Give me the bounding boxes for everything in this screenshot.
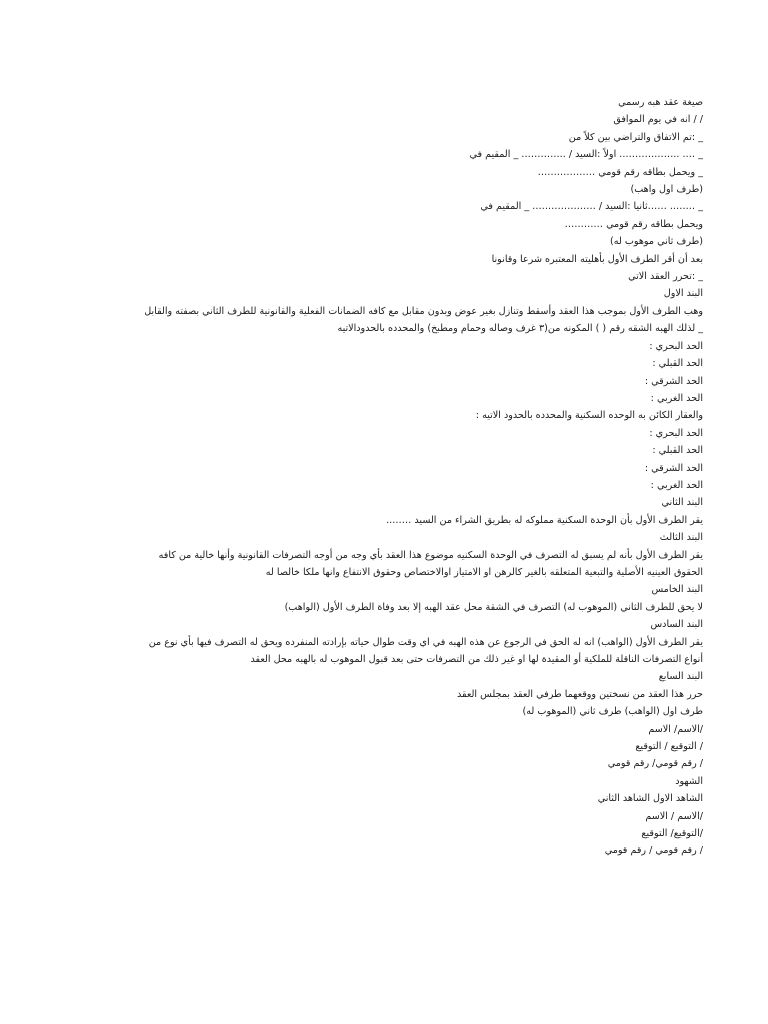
- document-line: أنواع التصرفات الناقلة للملكية أو المقيدة لها او غير ذلك من التصرفات حتى بعد قبول الموهوب له بالهبه محل العقد: [250, 654, 703, 665]
- document-line: ويحمل بطاقه رقم قومي …………: [564, 218, 703, 230]
- document-line: الحد الغربي :: [650, 479, 703, 491]
- document-line: / / انه في يوم الموافق: [613, 114, 703, 126]
- document-line: البند الثاني: [661, 497, 703, 509]
- document-line: _ …. ..…………….. اولاً :السيد / ..………… _ المقيم في: [469, 149, 703, 161]
- document-line: والعقار الكائن به الوحده السكنية والمحدده بالحدود الاتيه :: [475, 410, 703, 422]
- document-line: يقر الطرف الأول بأن الوحدة السكنية مملوكه له بطريق الشراء من السيد ……..: [386, 514, 703, 526]
- document-line: طرف اول (الواهب) طرف ثاني (الموهوب له): [522, 706, 703, 718]
- document-line: _ ويحمل بطاقه رقم قومي ………………: [537, 166, 703, 178]
- document-line: وهب الطرف الأول بموجب هذا العقد وأسقط وتنازل بغير عوض وبدون مقابل مع كافه الضمانات الفعلية والقانونية للطرف الثاني بصفته والقابل: [144, 305, 703, 317]
- document-line: البند الخامس: [651, 584, 703, 596]
- document-line: الحقوق العينيه الأصلية والتبعية المتعلقه بالغير كالرهن او الامتياز اوالاختصاص وحقوق الانتفاع وانها ملكا خالصا له: [265, 566, 703, 578]
- document-line: حرر هذا العقد من نسختين ووقعهما طرفي العقد بمجلس العقد: [456, 688, 703, 700]
- document-line: لا يحق للطرف الثاني (الموهوب له) التصرف في الشقة محل عقد الهبه إلا بعد وفاة الطرف الأول (الواهب): [284, 601, 703, 613]
- document-line: الحد الغربي :: [650, 392, 703, 404]
- document-line: الشاهد الاول الشاهد الثاني: [597, 793, 703, 805]
- document-line: الحد البحري :: [649, 427, 703, 439]
- document-line: /الاسم / الاسم: [645, 810, 703, 822]
- document-line: _ لذلك الهبه الشقه رقم ( ) المكونه من(٣ غرف وصاله وحمام ومطبخ) والمحدده بالحدودالاتيه: [337, 323, 703, 335]
- document-line: / التوقيع / التوقيع: [635, 741, 703, 753]
- document-line: الحد القبلي :: [652, 445, 703, 457]
- document-line: / رقم قومي / رقم قومي: [604, 845, 703, 857]
- document-line: /التوقيع/ التوقيع: [641, 828, 703, 840]
- document-line: _ :تحرر العقد الاتي: [628, 271, 703, 283]
- document-line: البند السادس: [650, 619, 703, 631]
- document-line: البند الثالث: [659, 532, 703, 544]
- document-line: البند السابع: [658, 671, 703, 683]
- document-line: يقر الطرف الأول بأنه لم يسبق له التصرف في الوحدة السكنيه موضوع هذا العقد بأي وجه من أوجه التصرفات القانونية وأنها خالية من كافه: [158, 549, 703, 561]
- document-line: (طرف ثاني موهوب له): [610, 236, 703, 248]
- document-line: صيغة عقد هبه رسمي: [618, 97, 703, 108]
- contract-text: [100, 94, 703, 860]
- document-line: الحد القبلي :: [652, 358, 703, 370]
- document-line: الحد البحري :: [649, 340, 703, 352]
- document-line: البند الاول: [663, 288, 703, 300]
- document-line: الحد الشرقي :: [644, 375, 703, 387]
- document-line: بعد أن أقر الطرف الأول بأهليته المعتبره شرعا وقانونا: [491, 253, 703, 265]
- document-line: (طرف اول واهب): [630, 184, 703, 196]
- document-line: الحد الشرقي :: [644, 462, 703, 474]
- document-line: /الاسم/ الاسم: [648, 723, 703, 735]
- document-line: _ :تم الاتفاق والتراضي بين كلاً من: [568, 131, 703, 143]
- document-line: _ …….. ……ثانيا :السيد / ……………..… _ المقيم في: [480, 201, 703, 213]
- document-line: / رقم قومي/ رقم قومي: [607, 758, 703, 770]
- document-line: يقر الطرف الأول (الواهب) انه له الحق في الرجوع عن هذه الهبه في اي وقت طوال حياته بإرادته المنفرده ويحق له التصرف فيها بأي نوع من: [148, 636, 703, 648]
- document-line: الشهود: [675, 775, 703, 787]
